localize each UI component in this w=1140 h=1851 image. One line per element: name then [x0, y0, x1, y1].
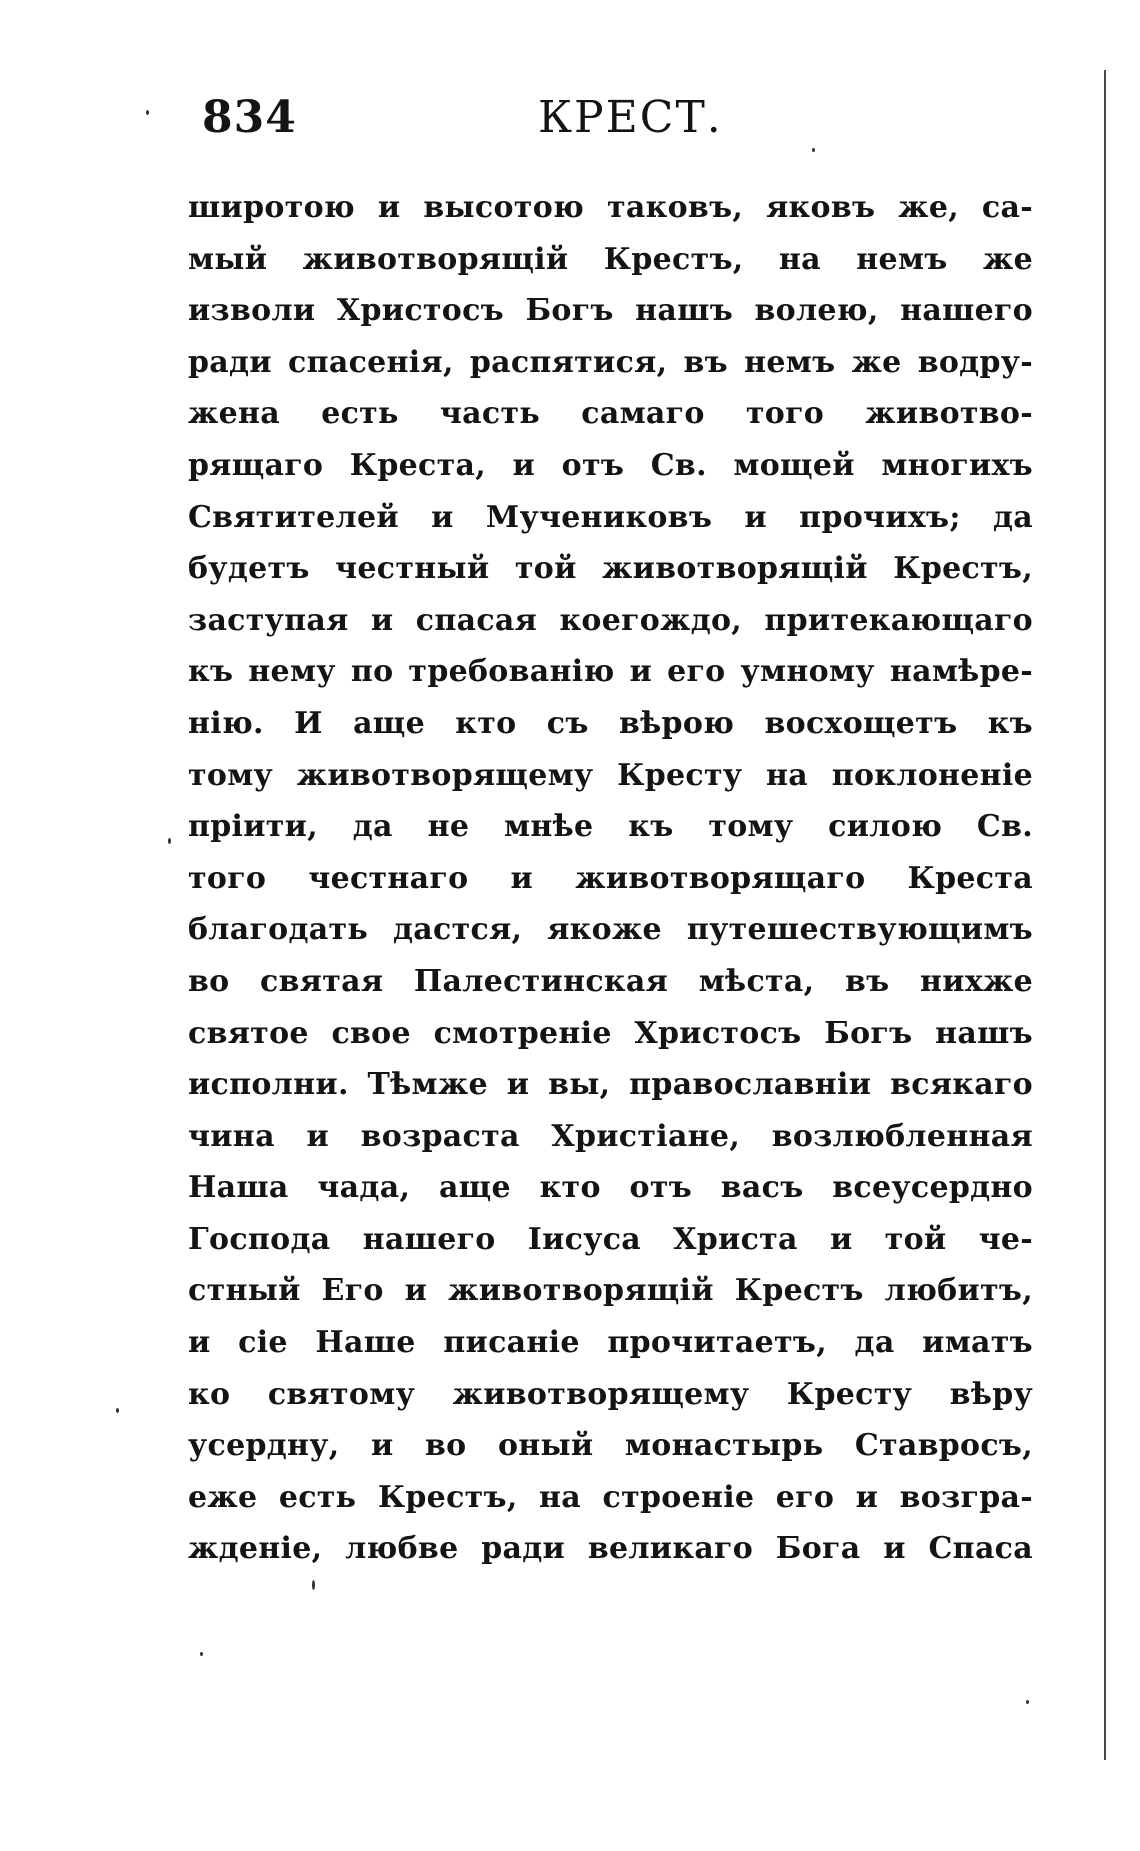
text-line: святое свое смотреніе Христосъ Богъ нашъ: [188, 1015, 1033, 1051]
scan-speck: [1026, 1700, 1029, 1704]
page-number: 834: [202, 92, 297, 143]
text-line: и сіе Наше писаніе прочитаетъ, да иматъ: [188, 1325, 1033, 1361]
text-line: стный Его и животворящій Крестъ любитъ,: [188, 1273, 1033, 1309]
text-line: будетъ честный той животворящій Крестъ,: [188, 551, 1033, 587]
scan-speck: [168, 838, 171, 844]
text-line: исполни. Тѣмже и вы, православніи всякаго: [188, 1067, 1033, 1103]
scan-speck: [116, 1408, 119, 1413]
text-line: ради спасенія, распятися, въ немъ же водру-: [188, 344, 1033, 380]
scan-speck: [146, 110, 149, 115]
text-line: нію. И аще кто съ вѣрою восхощетъ къ: [188, 705, 1033, 741]
scan-speck: [812, 148, 815, 152]
text-line: къ нему по требованію и его умному намѣре-: [188, 654, 1033, 690]
text-line: изволи Христосъ Богъ нашъ волею, нашего: [188, 293, 1033, 329]
text-line: рящаго Креста, и отъ Св. мощей многихъ: [188, 447, 1033, 483]
text-line: во святая Палестинская мѣста, въ нихже: [188, 963, 1033, 999]
text-line: того честнаго и животворящаго Креста: [188, 860, 1033, 896]
text-line: Господа нашего Іисуса Христа и той че-: [188, 1221, 1033, 1257]
text-line: мый животворящій Крестъ, на немъ же: [188, 241, 1033, 277]
text-line: заступая и спасая коегождо, притекающаго: [188, 602, 1033, 638]
running-head: КРЕСТ.: [538, 92, 723, 143]
text-line: широтою и высотою таковъ, яковъ же, са-: [188, 190, 1033, 225]
text-line: тому животворящему Кресту на поклоненіе: [188, 757, 1033, 793]
body-text: [188, 182, 1033, 1575]
page-edge-line: [1104, 70, 1106, 1760]
scan-speck: [312, 1580, 315, 1590]
text-line: чина и возраста Христіане, возлюбленная: [188, 1118, 1033, 1154]
scan-speck: [200, 1652, 203, 1656]
text-line: Святителей и Мучениковъ и прочихъ; да: [188, 499, 1033, 535]
text-line: Наша чада, аще кто отъ васъ всеусердно: [188, 1170, 1033, 1206]
page-header: [0, 92, 1140, 152]
text-line: жденіе, любве ради великаго Бога и Спаса: [188, 1531, 1033, 1567]
text-line: пріити, да не мнѣе къ тому силою Св.: [188, 809, 1033, 845]
text-line: жена есть часть самаго того животво-: [188, 396, 1033, 432]
text-line: еже есть Крестъ, на строеніе его и возгра-: [188, 1479, 1033, 1515]
text-line: усердну, и во оный монастырь Ставросъ,: [188, 1428, 1033, 1464]
text-line: благодать дастся, якоже путешествующимъ: [188, 912, 1033, 948]
text-line: ко святому животворящему Кресту вѣру: [188, 1376, 1033, 1412]
